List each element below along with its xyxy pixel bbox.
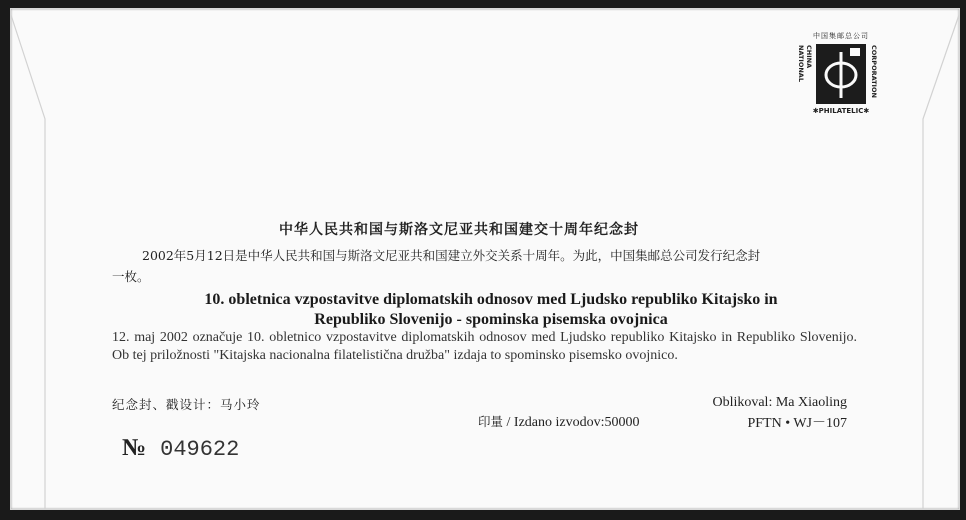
logo-bottom-label: PHILATELIC [818,107,864,115]
designer-chinese: 纪念封、戳设计：马小玲 [112,397,261,412]
envelope-back [10,8,960,510]
cover-code: PFTN • WJ－107 [747,416,847,431]
slovenian-title-line: Republiko Slovenijo - spominska pisemska ovojnica [314,311,668,328]
chinese-title: 中华人民共和国与斯洛文尼亚共和国建交十周年纪念封 [279,222,639,238]
designer-english: Oblikoval: Ma Xiaoling [712,395,847,410]
philatelic-logo [797,31,878,119]
slovenian-title-line: 10. obletnica vzpostavitve diplomatskih odnosov med Ljudsko republiko Kitajsko in [204,291,778,308]
logo-star-icon: ✱ [812,107,819,115]
logo-right-text: CORPORATION [870,45,878,98]
logo-star-icon: ✱ [863,107,870,115]
issue-label-sl: / Izdano izvodov: [503,415,605,430]
slovenian-body: 12. maj 2002 označuje 10. obletnico vzpostavitve diplomatskih odnosov med Ljudsko republiko Kitajsko in Republiko Slovenijo. Ob tej priložnosti "Kitajska nacionalna filatelistična družba" izdaja to spominsko pisemsko ovojnico. [112,330,857,363]
serial-digits: 049622 [160,437,240,462]
chinese-body [112,245,857,287]
issue-label-cn: 印量 [478,414,504,429]
serial-number [122,435,239,462]
phi-icon [816,44,866,104]
issue-quantity [478,412,640,431]
slovenian-title [161,290,821,330]
numero-sign: № [122,435,147,461]
logo-bottom-text [806,107,876,115]
chinese-body-line: 一枚。 [112,269,150,284]
logo-chinese-text: 中国集邮总公司 [813,32,869,40]
issue-count: 50000 [604,415,640,430]
logo-left-text: CHINA NATIONAL [797,45,813,82]
chinese-body-line: 2002年5月12日是中华人民共和国与斯洛文尼亚共和国建立外交关系十周年。为此，中国集邮总公司发行纪念封 [142,248,761,263]
